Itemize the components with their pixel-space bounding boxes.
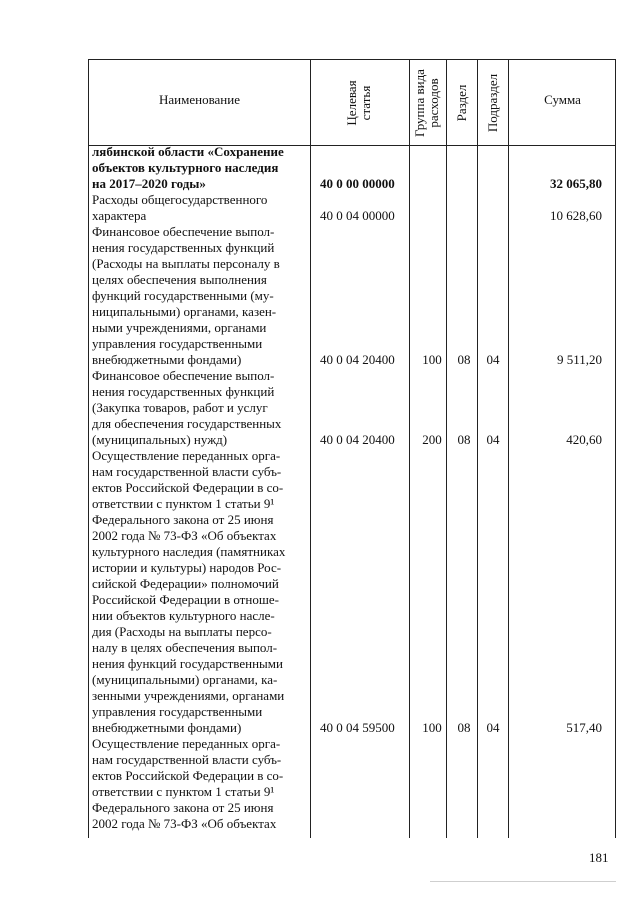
column-line	[615, 146, 616, 838]
row-subsection: 04	[486, 352, 500, 367]
row-expense-group: 100	[422, 352, 442, 367]
row-name: лябинской области «Сохранение объектов культурного наследия на 2017–2020 годы»	[92, 144, 284, 191]
column-line	[88, 146, 89, 838]
page-number: 181	[589, 850, 609, 865]
row-sum: 420,60	[566, 432, 602, 447]
row-section: 08	[457, 352, 471, 367]
header-divider	[310, 59, 311, 146]
footer-rule	[430, 881, 616, 882]
header-divider	[446, 59, 447, 146]
row-subsection: 04	[486, 432, 500, 447]
row-expense-group: 200	[422, 432, 442, 447]
row-expense-group: 100	[422, 720, 442, 735]
row-name: Расходы общегосударственного характера	[92, 192, 268, 223]
row-subsection: 04	[486, 720, 500, 735]
row-sum: 517,40	[566, 720, 602, 735]
column-line	[508, 146, 509, 838]
row-name: Осуществление переданных орга- нам государственной власти субъ- ектов Российской Федерации в со- ответствии с пунктом 1 статьи 9¹ Федерального закона от 25 июня 2002 года № 73-ФЗ «Об объектах культурного наследия (памятниках истории и культуры) народов Рос- сийской Федерации» полномочий Российской Федерации в отноше- нии объектов культурного насле- дия (Расходы на выплаты персо- налу в целях обеспечения выпол- нения функций государственными (муниципальными) органами, ка- зенными учреждениями, органами управления государственными внебюджетными фондами)	[92, 448, 286, 735]
row-name: Финансовое обеспечение выпол- нения государственных функций (Закупка товаров, работ и услуг для обеспечения государственных (муниципальных) нужд)	[92, 368, 282, 447]
header-subsection: Подраздел	[485, 73, 500, 133]
row-sum: 32 065,80	[550, 176, 602, 191]
header-expense-group: Группа вида расходов	[412, 69, 441, 137]
column-line	[310, 146, 311, 838]
row-name: Осуществление переданных орга- нам государственной власти субъ- ектов Российской Федерации в со- ответствии с пунктом 1 статьи 9¹ Федерального закона от 25 июня 2002 года № 73-ФЗ «Об объектах	[92, 736, 284, 831]
header-divider	[477, 59, 478, 146]
header-target-article: Целевая статья	[344, 80, 373, 126]
row-target-code: 40 0 04 20400	[320, 432, 395, 447]
column-line	[477, 146, 478, 838]
row-name: Финансовое обеспечение выпол- нения государственных функций (Расходы на выплаты персоналу в целях обеспечения выполнения функций государственными (му- ниципальными) органами, казен- ными учреждениями, органами управления государственными внебюджетными фондами)	[92, 224, 280, 367]
header-name: Наименование	[159, 92, 240, 107]
row-target-code: 40 0 04 20400	[320, 352, 395, 367]
row-section: 08	[457, 720, 471, 735]
header-section: Раздел	[454, 84, 469, 122]
row-section: 08	[457, 432, 471, 447]
header-divider	[409, 59, 410, 146]
row-target-code: 40 0 00 00000	[320, 176, 395, 191]
header-sum: Сумма	[544, 92, 581, 107]
row-target-code: 40 0 04 59500	[320, 720, 395, 735]
row-sum: 9 511,20	[556, 352, 602, 367]
row-sum: 10 628,60	[550, 208, 602, 223]
row-target-code: 40 0 04 00000	[320, 208, 395, 223]
column-line	[409, 146, 410, 838]
